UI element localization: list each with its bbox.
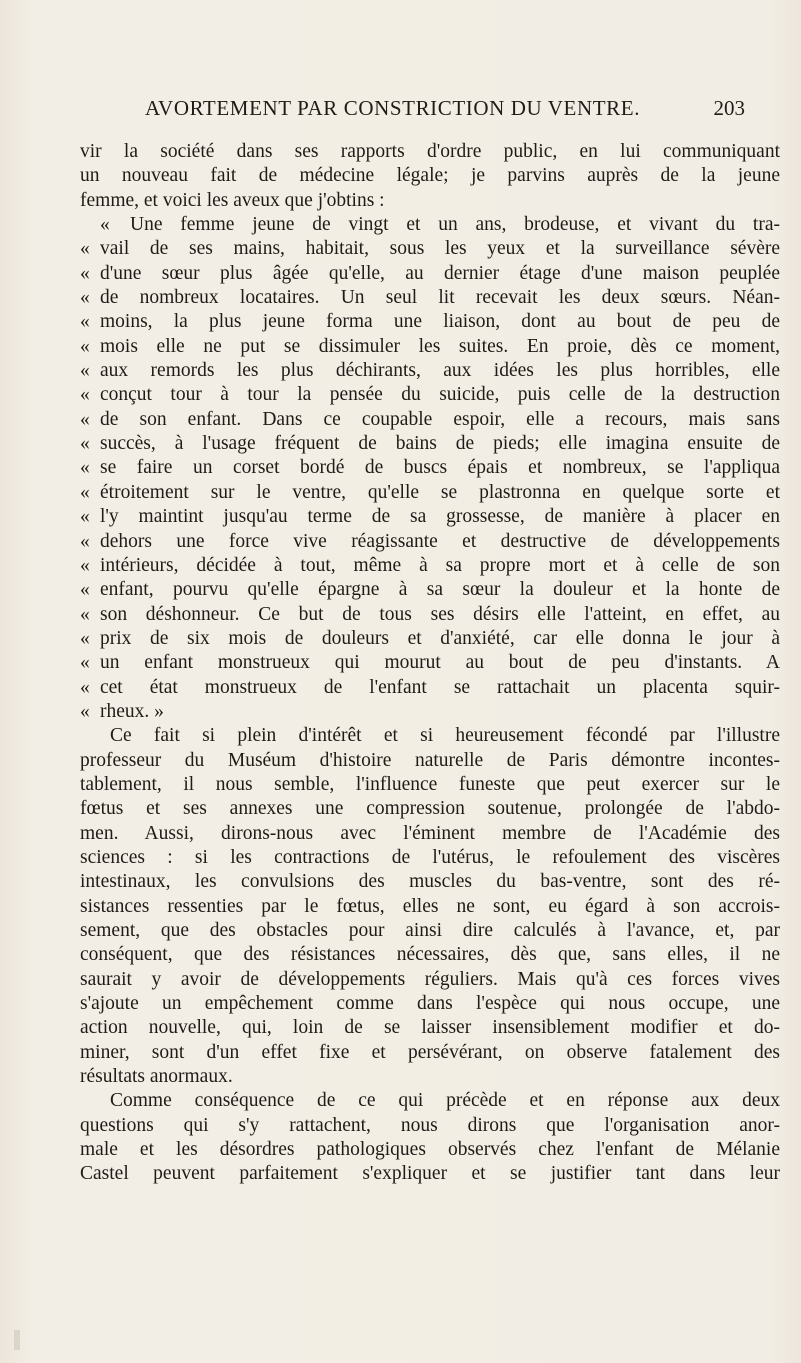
text-line: fœtus et ses annexes une compression soutenue, prolongée de l'abdo- [80,798,780,820]
quoted-line [80,286,780,310]
text-line: intestinaux, les convulsions des muscles du bas-ventre, sont des ré- [80,871,780,893]
text-line: action nouvelle, qui, loin de se laisser insensiblement modifier et do- [80,1017,780,1039]
quote-mark: « [80,627,90,649]
quoted-line [80,456,780,480]
page-header [145,96,745,126]
text-line: saurait y avoir de développements réguliers. Mais qu'à ces forces vives [80,968,780,990]
quoted-line [80,408,780,432]
text-line: Comme conséquence de ce qui précède et en réponse aux deux [110,1090,780,1112]
quoted-text: aux remords les plus déchirants, aux idées les plus horribles, elle [100,360,780,382]
quote-mark: « [80,457,90,479]
quoted-text: l'y maintint jusqu'au terme de sa grossesse, de manière à placer en [100,506,780,528]
quoted-text: de son enfant. Dans ce coupable espoir, elle a recours, mais sans [100,408,780,430]
quote-mark: « [80,311,90,333]
quoted-line [80,481,780,505]
quoted-text: d'une sœur plus âgée qu'elle, au dernier étage d'une maison peuplée [100,262,780,284]
quoted-line [80,627,780,651]
quoted-line [80,262,780,286]
text-line: conséquent, que des résistances nécessaires, dès que, sans elles, il ne [80,944,780,966]
quote-mark: « [80,579,90,601]
quoted-line [80,530,780,554]
quoted-text: moins, la plus jeune forma une liaison, dont au bout de peu de [100,311,780,333]
quote-mark: « [80,433,90,455]
quote-mark: « [80,603,90,625]
text-line: résultats anormaux. [80,1066,233,1088]
quote-mark: « [80,652,90,674]
quoted-line [80,359,780,383]
quoted-text: Une femme jeune de vingt et un ans, brodeuse, et vivant du tra- [130,214,780,236]
text-line: questions qui s'y rattachent, nous dirons que l'organisation anor- [80,1114,780,1136]
quoted-text: intérieurs, décidée à tout, même à sa propre mort et à celle de son [100,554,780,576]
quote-mark: « [80,481,90,503]
quoted-line [80,505,780,529]
quoted-text: conçut tour à tour la pensée du suicide, puis celle de la destruction [100,384,780,406]
text-line: miner, sont d'un effet fixe et persévérant, on observe fatalement des [80,1041,780,1063]
text-line: tablement, il nous semble, l'influence funeste que peut exercer sur le [80,773,780,795]
quote-mark: « [80,408,90,430]
quoted-text: prix de six mois de douleurs et d'anxiété, car elle donna le jour à [100,627,780,649]
page-edge-mark [14,1330,20,1350]
quoted-text: rheux. » [100,700,164,722]
text-line: sement, que des obstacles pour ainsi dire calculés à l'avance, et, par [80,920,780,941]
text-line: professeur du Muséum d'histoire naturelle de Paris démontre incontes- [80,749,780,771]
quoted-line [80,213,780,237]
quote-mark: « [80,262,90,284]
quote-mark: « [100,214,110,236]
quote-mark: « [80,554,90,576]
quoted-line [80,383,780,407]
quote-mark: « [80,700,90,722]
quoted-line [80,651,780,675]
text-line: Ce fait si plein d'intérêt et si heureusement fécondé par l'illustre [110,725,780,747]
text-line: Castel peuvent parfaitement s'expliquer et se justifier tant dans leur [80,1163,780,1185]
quote-mark: « [80,384,90,406]
quoted-line [80,335,780,359]
quote-mark: « [80,676,90,698]
quote-mark: « [80,238,90,260]
text-line: s'ajoute un empêchement comme dans l'espèce qui nous occupe, une [80,993,780,1015]
quoted-text: de nombreux locataires. Un seul lit recevait les deux sœurs. Néan- [100,287,780,309]
quoted-line [80,700,780,724]
quoted-line [80,237,780,261]
quote-mark: « [80,335,90,357]
text-line: men. Aussi, dirons-nous avec l'éminent membre de l'Académie des [80,822,780,844]
text-line: femme, et voici les aveux que j'obtins : [80,189,385,211]
text-line: vir la société dans ses rapports d'ordre public, en lui communiquant [80,141,780,162]
quoted-text: dehors une force vive réagissante et destructive de développements [100,530,780,552]
quoted-line [80,554,780,578]
text-line: un nouveau fait de médecine légale; je parvins auprès de la jeune [80,165,780,187]
quoted-text: mois elle ne put se dissimuler les suites. En proie, dès ce moment, [100,335,780,357]
quote-mark: « [80,530,90,552]
quoted-text: se faire un corset bordé de buscs épais et nombreux, se l'appliqua [100,457,780,479]
quoted-text: son déshonneur. Ce but de tous ses désirs elle l'atteint, en effet, au [100,603,780,625]
quoted-line [80,310,780,334]
quoted-line [80,676,780,700]
quote-mark: « [80,360,90,382]
quoted-text: succès, à l'usage fréquent de bains de pieds; elle imagina ensuite de [100,433,780,455]
quoted-text: enfant, pourvu qu'elle épargne à sa sœur la douleur et la honte de [100,579,780,601]
quote-mark: « [80,287,90,309]
quoted-text: un enfant monstrueux qui mourut au bout de peu d'instants. A [100,652,780,674]
quoted-line [80,603,780,627]
body-text [80,140,780,1187]
text-line: male et les désordres pathologiques observés chez l'enfant de Mélanie [80,1139,780,1161]
quoted-line [80,578,780,602]
quoted-text: étroitement sur le ventre, qu'elle se plastronna en quelque sorte et [100,481,780,503]
quoted-text: vail de ses mains, habitait, sous les yeux et la surveillance sévère [100,238,780,260]
page-number: 203 [713,96,745,120]
text-line: sistances ressenties par le fœtus, elles ne sont, eu égard à son accrois- [80,895,780,917]
running-title: AVORTEMENT PAR CONSTRICTION DU VENTRE. [145,96,641,120]
quote-mark: « [80,506,90,528]
quoted-line [80,432,780,456]
text-line: sciences : si les contractions de l'utérus, le refoulement des viscères [80,846,780,868]
quoted-text: cet état monstrueux de l'enfant se rattachait un placenta squir- [100,676,780,698]
